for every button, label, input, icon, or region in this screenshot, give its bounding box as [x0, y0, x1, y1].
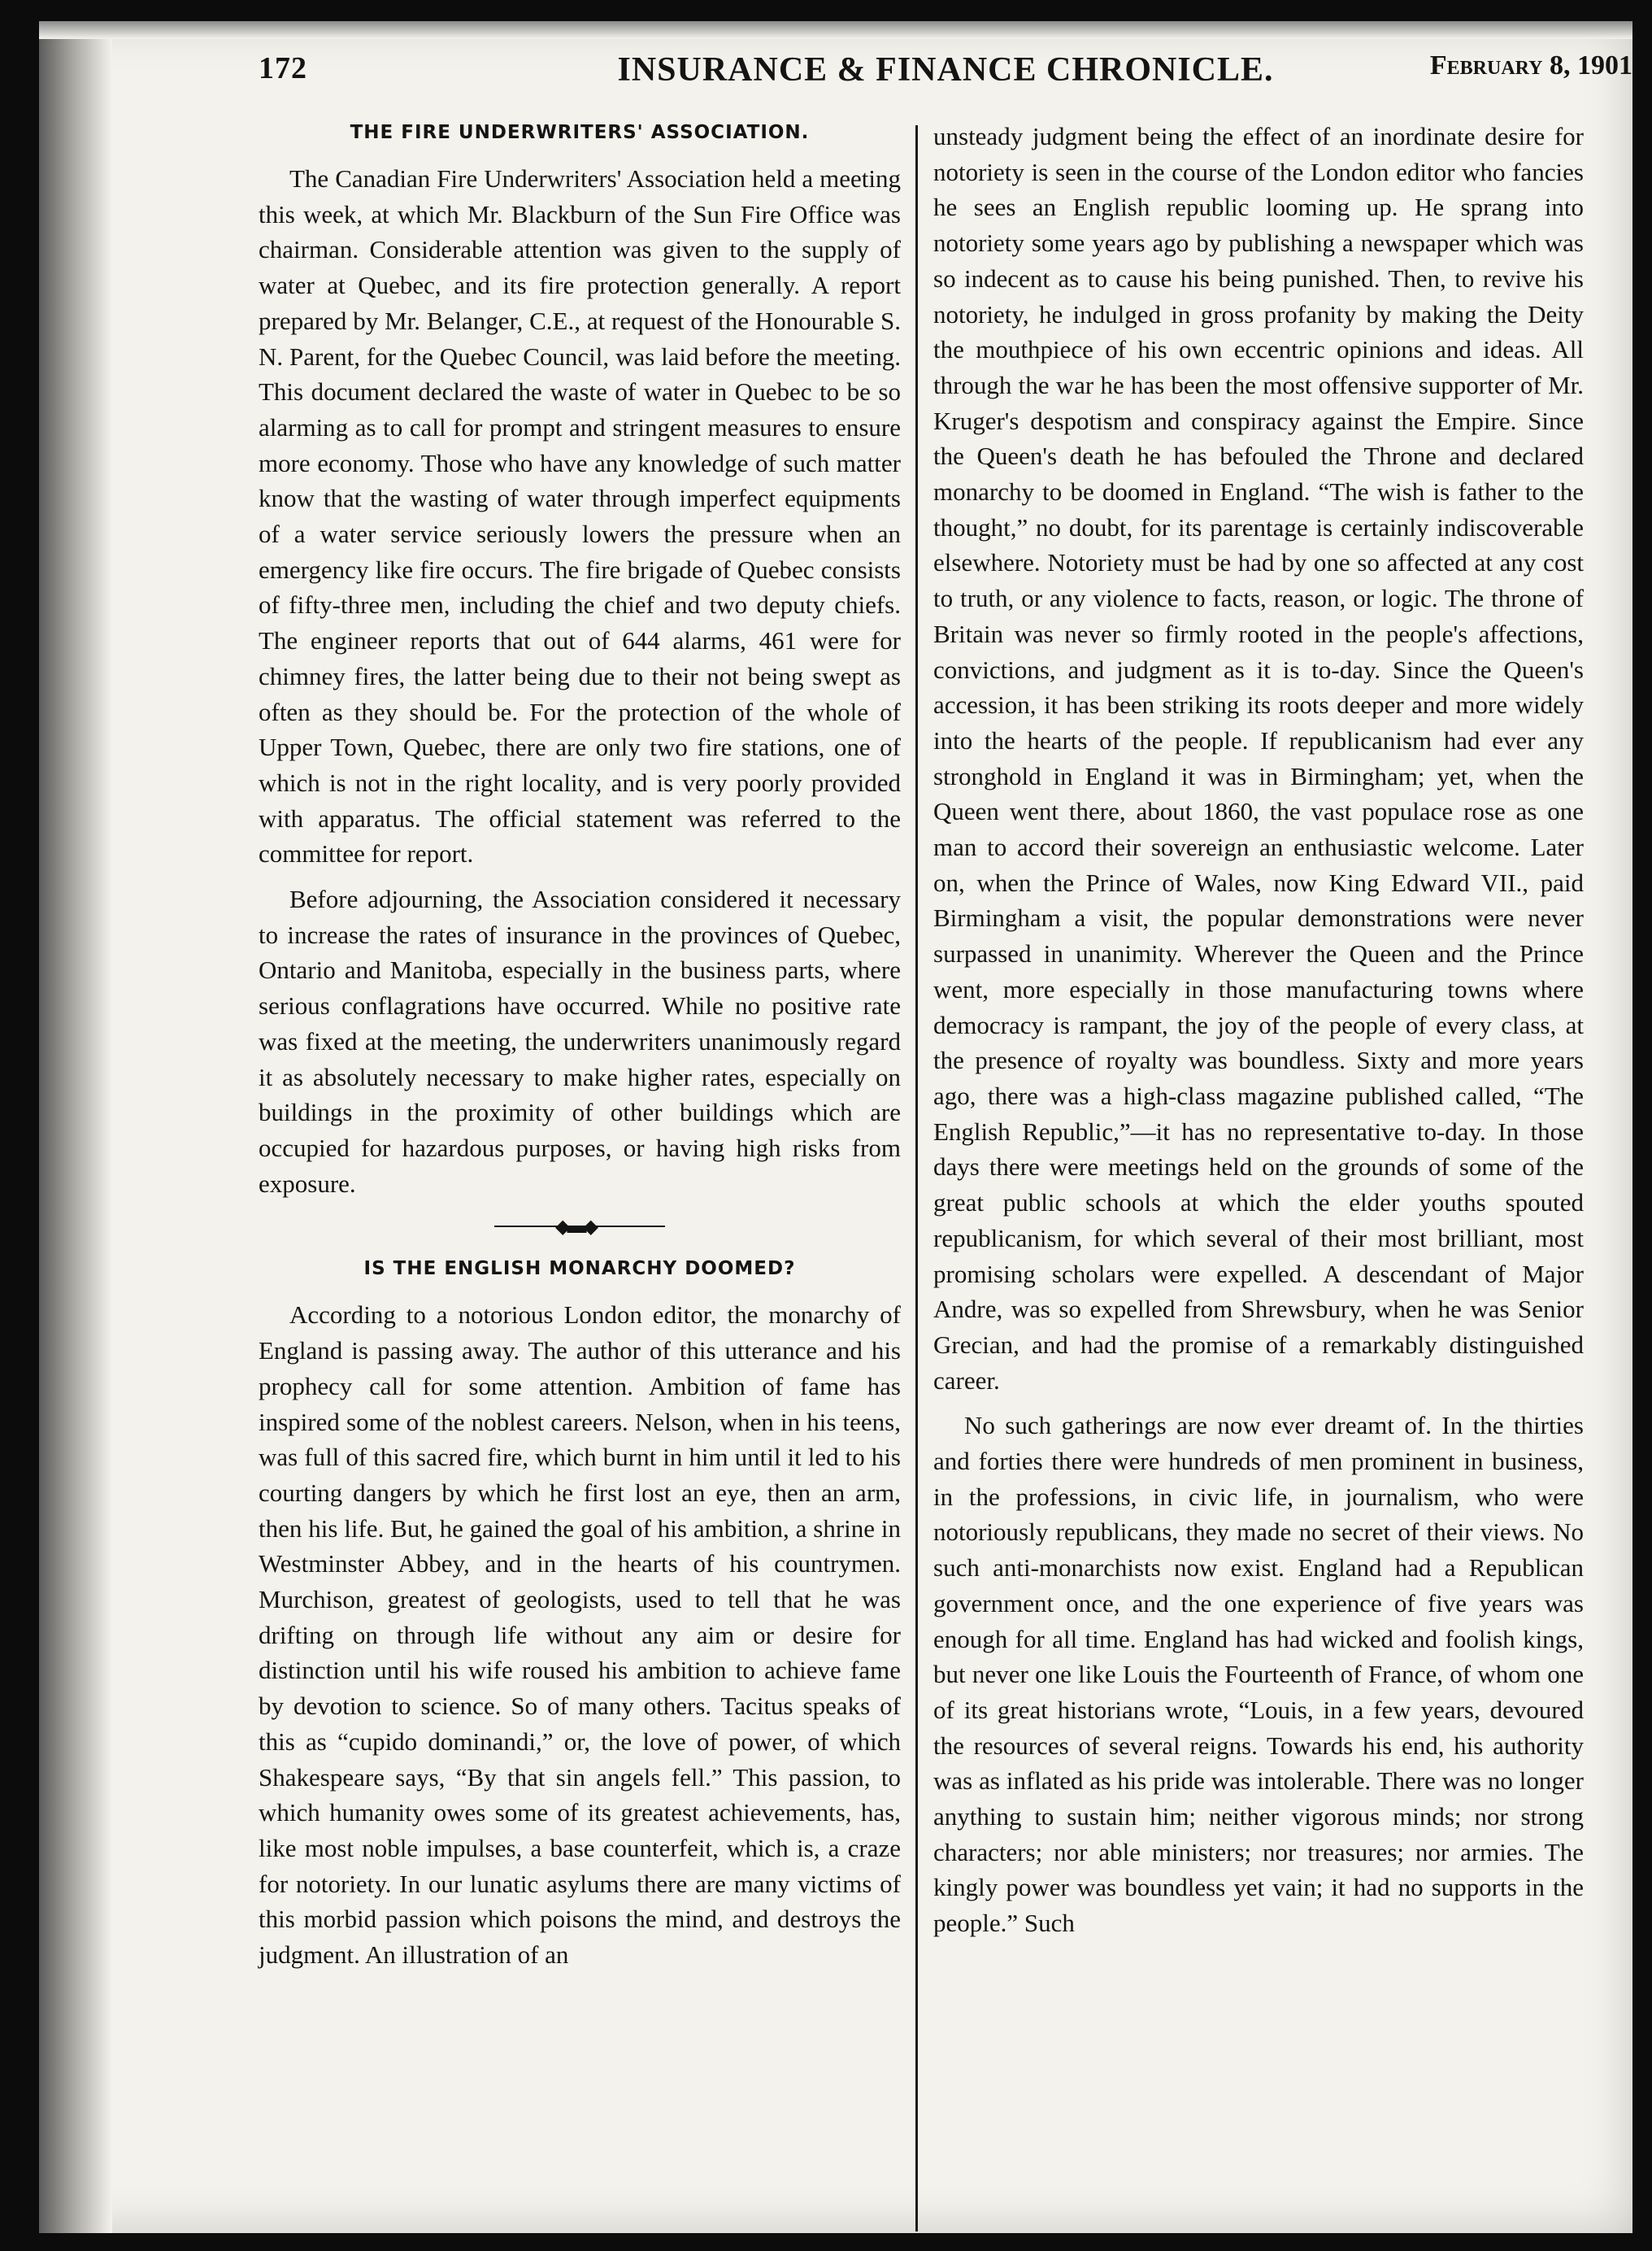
article-paragraph: Before adjourning, the Association considered it necessary to increase the rates of insurance in the provinces of Quebec, Ontario and Manitoba, especially in the business parts, where serious conflagrations have occurred. While no positive rate was fixed at the meeting, the underwriters unanimously regard it as absolutely necessary to make higher rates, especially on buildings in the proximity of other buildings which are occupied for hazardous purposes, or having high risks from exposure.: [259, 885, 901, 1198]
issue-date: February 8, 1901: [1429, 50, 1632, 81]
article-separator: [259, 1213, 901, 1242]
article-paragraph: unsteady judgment being the effect of an inordinate desire for notoriety is seen in the course of the London editor who fancies he sees an English republic looming up. He sprang into notoriety some years ago by publishing a newspaper which was so indecent as to cause his being punished. Then, to revive his notoriety, he indulged in gross profanity by making the Deity the mouthpiece of his own eccentric opinions and ideas. All through the war he has been the most offensive supporter of Mr. Kruger's despotism and conspiracy against the Empire. Since the Queen's death he has befouled the Throne and declared monarchy to be doomed in England. “The wish is father to the thought,” no doubt, for its parentage is certainly indiscoverable elsewhere. Notoriety must be had by one so affected at any cost to truth, or any violence to facts, reason, or logic. The throne of Britain was never so firmly rooted in the people's affections, convictions, and judgment as it is to-day. Since the Queen's accession, it has been striking its roots deeper and more widely into the hearts of the people. If republicanism had ever any stronghold in England it was in Birmingham; yet, when the Queen went there, about 1860, the vast populace rose as one man to accord their sovereign an enthusiastic welcome. Later on, when the Prince of Wales, now King Edward VII., paid Birmingham a visit, the popular demonstrations were never surpassed in unanimity. Wherever the Queen and the Prince went, more especially in those manufacturing towns where democracy is rampant, the joy of the people of every class, at the presence of royalty was boundless. Sixty and more years ago, there was a high-class magazine published called, “The English Republic,”—it has no representative to-day. In those days there were meetings held on the grounds of some of the great public schools at which the elder youths spouted republicanism, for which several of their most brilliant, most promising scholars were expelled. A descendant of Major Andre, was so expelled from Shrewsbury, when he was Senior Grecian, and had the promise of a remarkably distinguished career.: [933, 122, 1584, 1395]
journal-title: INSURANCE & FINANCE CHRONICLE.: [617, 51, 1274, 89]
right-column: [933, 119, 1584, 1941]
article-paragraph: No such gatherings are now ever dreamt of. In the thirties and forties there were hundreds of men prominent in business, in the professions, in civic life, in journalism, who were notoriously republicans, they made no secret of their views. No such anti-monarchists now exist. England had a Republican government once, and the one experience of five years was enough for all time. England has had wicked and foolish kings, but never one like Louis the Fourteenth of France, of whom one of its great historians wrote, “Louis, in a few years, devoured the resources of several reigns. Towards his end, his authority was as inflated as his pride was intolerable. There was no longer anything to sustain him; neither vigorous minds; nor strong characters; nor able ministers; nor treasures; nor armies. The kingly power was boundless yet vain; it had no supports in the people.” Such: [933, 1411, 1584, 1938]
page-shadow-top: [39, 21, 1632, 39]
newspaper-page: [39, 21, 1632, 2233]
column-divider: [915, 125, 918, 2231]
page-header: [259, 50, 1632, 96]
left-column: [259, 119, 901, 1973]
article-paragraph: According to a notorious London editor, the monarchy of England is passing away. The author of this utterance and his prophecy call for some attention. Ambition of fame has inspired some of the noblest careers. Nelson, when in his teens, was full of this sacred fire, which burnt in him until it led to his courting dangers by which he first lost an eye, then an arm, then his life. But, he gained the goal of his ambition, a shrine in Westminster Abbey, and in the hearts of his countrymen. Murchison, greatest of geologists, used to tell that he was drifting on through life without any aim or desire for distinction until his wife roused his ambition to achieve fame by devotion to science. So of many others. Tacitus speaks of this as “cupido dominandi,” or, the love of power, of which Shakespeare says, “By that sin angels fell.” This passion, to which humanity owes some of its greatest achievements, has, like most noble impulses, a base counterfeit, which is, a craze for notoriety. In our lunatic asylums there are many victims of this morbid passion which poisons the mind, and destroys the judgment. An illustration of an: [259, 1300, 901, 1970]
page-number: 172: [259, 51, 307, 85]
ornament-icon: ◆▬◆: [555, 1217, 595, 1239]
article-title-fire-underwriters: THE FIRE UNDERWRITERS' ASSOCIATION.: [350, 122, 810, 143]
article-paragraph: The Canadian Fire Underwriters' Association held a meeting this week, at which Mr. Blackburn of the Sun Fire Office was chairman. Considerable attention was given to the supply of water at Quebec, and its fire protection generally. A report prepared by Mr. Belanger, C.E., at request of the Honourable S. N. Parent, for the Quebec Council, was laid before the meeting. This document declared the waste of water in Quebec to be so alarming as to call for prompt and stringent measures to ensure more economy. Those who have any knowledge of such matter know that the wasting of water through imperfect equipments of a water service seriously lowers the pressure when an emergency like fire occurs. The fire brigade of Quebec consists of fifty-three men, including the chief and two deputy chiefs. The engineer reports that out of 644 alarms, 461 were for chimney fires, the latter being due to their not being swept as often as they should be. For the protection of the whole of Upper Town, Quebec, there are only two fire stations, one of which is not in the right locality, and is very poorly provided with apparatus. The official statement was referred to the committee for report.: [259, 164, 901, 869]
article-title-english-monarchy: IS THE ENGLISH MONARCHY DOOMED?: [363, 1258, 796, 1280]
page-shadow-left: [39, 21, 112, 2233]
